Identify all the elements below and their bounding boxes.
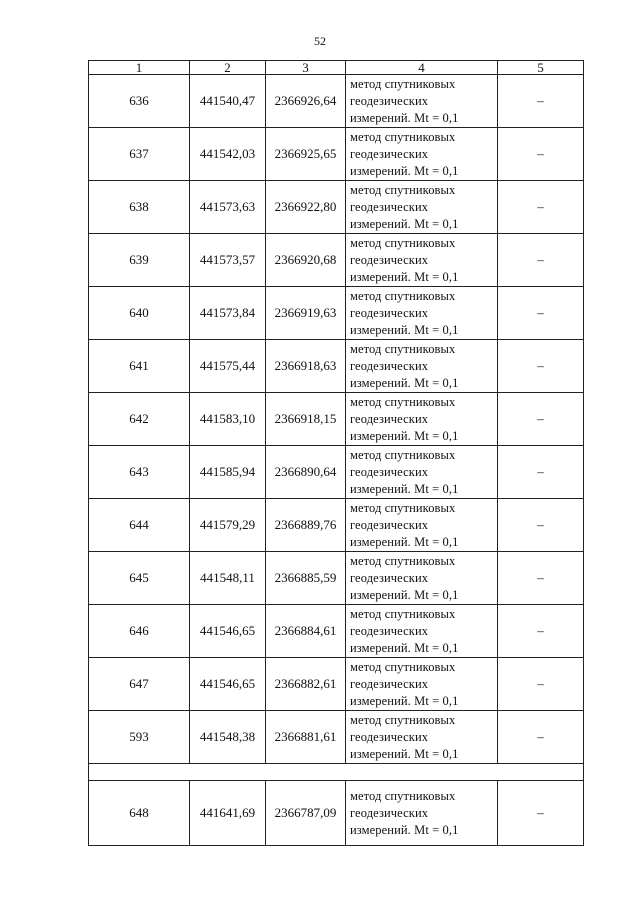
table-header-row: [89, 61, 584, 75]
method-line: метод спутниковых: [350, 447, 456, 462]
method-line: метод спутниковых: [350, 235, 456, 250]
method-cell: [346, 287, 498, 340]
point-number-cell: 637: [89, 128, 190, 181]
point-number-cell: 643: [89, 446, 190, 499]
y-coordinate-cell: 2366787,09: [266, 781, 346, 846]
column-header: 1: [89, 61, 190, 75]
table-row: [89, 340, 584, 393]
method-cell: [346, 552, 498, 605]
method-line: измерений. Mt = 0,1: [350, 428, 459, 443]
table-row: [89, 128, 584, 181]
method-line: метод спутниковых: [350, 76, 456, 91]
table-row: [89, 181, 584, 234]
table-row: [89, 552, 584, 605]
method-line: измерений. Mt = 0,1: [350, 822, 459, 837]
method-line: геодезических: [350, 305, 429, 320]
col5-cell: –: [498, 781, 584, 846]
method-line: геодезических: [350, 93, 429, 108]
x-coordinate-cell: 441573,57: [190, 234, 266, 287]
method-line: геодезических: [350, 676, 429, 691]
column-header: 4: [346, 61, 498, 75]
method-line: измерений. Mt = 0,1: [350, 481, 459, 496]
method-line: геодезических: [350, 411, 429, 426]
method-line: метод спутниковых: [350, 712, 456, 727]
method-line: геодезических: [350, 623, 429, 638]
method-cell: [346, 499, 498, 552]
method-line: метод спутниковых: [350, 182, 456, 197]
method-line: геодезических: [350, 358, 429, 373]
y-coordinate-cell: 2366889,76: [266, 499, 346, 552]
col5-cell: –: [498, 340, 584, 393]
col5-cell: –: [498, 181, 584, 234]
x-coordinate-cell: 441573,84: [190, 287, 266, 340]
y-coordinate-cell: 2366919,63: [266, 287, 346, 340]
separator-cell: [89, 764, 584, 781]
method-line: геодезических: [350, 464, 429, 479]
table-row: [89, 393, 584, 446]
method-cell: [346, 75, 498, 128]
method-cell: [346, 711, 498, 764]
column-header: 2: [190, 61, 266, 75]
method-line: измерений. Mt = 0,1: [350, 693, 459, 708]
x-coordinate-cell: 441546,65: [190, 658, 266, 711]
point-number-cell: 640: [89, 287, 190, 340]
method-line: геодезических: [350, 729, 429, 744]
method-line: измерений. Mt = 0,1: [350, 163, 459, 178]
point-number-cell: 642: [89, 393, 190, 446]
table-row: [89, 234, 584, 287]
table-row: [89, 658, 584, 711]
method-line: метод спутниковых: [350, 553, 456, 568]
method-line: метод спутниковых: [350, 659, 456, 674]
y-coordinate-cell: 2366881,61: [266, 711, 346, 764]
table-row: [89, 711, 584, 764]
table-row: [89, 287, 584, 340]
col5-cell: –: [498, 128, 584, 181]
method-line: метод спутниковых: [350, 129, 456, 144]
x-coordinate-cell: 441540,47: [190, 75, 266, 128]
point-number-cell: 593: [89, 711, 190, 764]
x-coordinate-cell: 441548,11: [190, 552, 266, 605]
method-line: метод спутниковых: [350, 788, 456, 803]
col5-cell: –: [498, 234, 584, 287]
method-cell: [346, 128, 498, 181]
method-line: измерений. Mt = 0,1: [350, 269, 459, 284]
point-number-cell: 636: [89, 75, 190, 128]
x-coordinate-cell: 441641,69: [190, 781, 266, 846]
x-coordinate-cell: 441546,65: [190, 605, 266, 658]
method-cell: [346, 181, 498, 234]
method-line: метод спутниковых: [350, 606, 456, 621]
separator-row: [89, 764, 584, 781]
method-cell: [346, 658, 498, 711]
method-line: геодезических: [350, 805, 429, 820]
y-coordinate-cell: 2366920,68: [266, 234, 346, 287]
page-number: 52: [314, 34, 326, 48]
method-line: измерений. Mt = 0,1: [350, 587, 459, 602]
col5-cell: –: [498, 393, 584, 446]
point-number-cell: 647: [89, 658, 190, 711]
method-cell: [346, 393, 498, 446]
method-line: геодезических: [350, 146, 429, 161]
y-coordinate-cell: 2366922,80: [266, 181, 346, 234]
method-line: метод спутниковых: [350, 341, 456, 356]
x-coordinate-cell: 441542,03: [190, 128, 266, 181]
col5-cell: –: [498, 446, 584, 499]
point-number-cell: 645: [89, 552, 190, 605]
y-coordinate-cell: 2366925,65: [266, 128, 346, 181]
method-line: геодезических: [350, 252, 429, 267]
table-row: [89, 605, 584, 658]
x-coordinate-cell: 441548,38: [190, 711, 266, 764]
method-line: измерений. Mt = 0,1: [350, 322, 459, 337]
col5-cell: –: [498, 658, 584, 711]
method-cell: [346, 340, 498, 393]
method-cell: [346, 446, 498, 499]
method-cell: [346, 605, 498, 658]
method-line: измерений. Mt = 0,1: [350, 640, 459, 655]
x-coordinate-cell: 441575,44: [190, 340, 266, 393]
y-coordinate-cell: 2366918,63: [266, 340, 346, 393]
point-number-cell: 638: [89, 181, 190, 234]
y-coordinate-cell: 2366890,64: [266, 446, 346, 499]
table-body: [89, 75, 584, 846]
method-line: метод спутниковых: [350, 500, 456, 515]
table-row: [89, 75, 584, 128]
method-line: измерений. Mt = 0,1: [350, 216, 459, 231]
y-coordinate-cell: 2366884,61: [266, 605, 346, 658]
method-line: геодезических: [350, 199, 429, 214]
method-cell: [346, 781, 498, 846]
point-number-cell: 641: [89, 340, 190, 393]
point-number-cell: 639: [89, 234, 190, 287]
y-coordinate-cell: 2366882,61: [266, 658, 346, 711]
y-coordinate-cell: 2366926,64: [266, 75, 346, 128]
method-line: геодезических: [350, 517, 429, 532]
point-number-cell: 646: [89, 605, 190, 658]
point-number-cell: 644: [89, 499, 190, 552]
y-coordinate-cell: 2366885,59: [266, 552, 346, 605]
x-coordinate-cell: 441583,10: [190, 393, 266, 446]
col5-cell: –: [498, 711, 584, 764]
col5-cell: –: [498, 287, 584, 340]
x-coordinate-cell: 441579,29: [190, 499, 266, 552]
table-row: [89, 781, 584, 846]
y-coordinate-cell: 2366918,15: [266, 393, 346, 446]
method-line: геодезических: [350, 570, 429, 585]
method-cell: [346, 234, 498, 287]
method-line: измерений. Mt = 0,1: [350, 110, 459, 125]
x-coordinate-cell: 441585,94: [190, 446, 266, 499]
x-coordinate-cell: 441573,63: [190, 181, 266, 234]
column-header: 5: [498, 61, 584, 75]
method-line: метод спутниковых: [350, 288, 456, 303]
table-row: [89, 446, 584, 499]
method-line: измерений. Mt = 0,1: [350, 375, 459, 390]
method-line: метод спутниковых: [350, 394, 456, 409]
point-number-cell: 648: [89, 781, 190, 846]
column-header: 3: [266, 61, 346, 75]
coordinates-table: [88, 60, 584, 846]
col5-cell: –: [498, 605, 584, 658]
method-line: измерений. Mt = 0,1: [350, 746, 459, 761]
method-line: измерений. Mt = 0,1: [350, 534, 459, 549]
col5-cell: –: [498, 499, 584, 552]
col5-cell: –: [498, 75, 584, 128]
table-row: [89, 499, 584, 552]
col5-cell: –: [498, 552, 584, 605]
